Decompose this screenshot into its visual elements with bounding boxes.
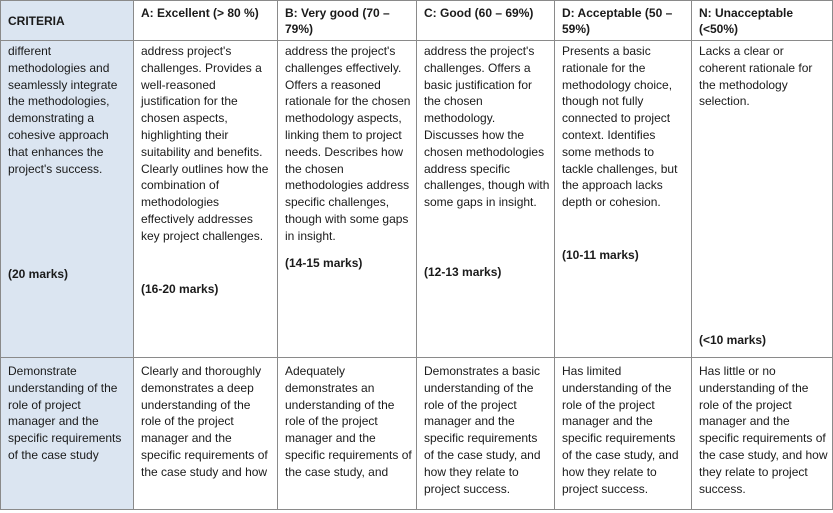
grade-d-marks: (10-11 marks)	[562, 248, 639, 262]
criteria-cell: Demonstrate understanding of the role of project manager and the specific requirements of the case study	[1, 358, 134, 510]
grade-a-cell	[134, 41, 278, 358]
grade-n-marks: (<10 marks)	[699, 333, 767, 347]
grade-c-description: address the project's challenges. Offers a basic justification for the chosen methodology. Discusses how the chosen methodologies address specific challenges, though with some gaps in insight.	[424, 44, 550, 210]
header-grade-b: B: Very good (70 – 79%)	[278, 1, 417, 41]
grade-d-cell: Has limited understanding of the role of the project manager and the specific requirements of the case study, and how they relate to project success.	[555, 358, 692, 510]
grade-n-cell	[692, 41, 833, 358]
criteria-cell	[1, 41, 134, 358]
grade-d-cell	[555, 41, 692, 358]
grade-n-description: Lacks a clear or coherent rationale for the methodology selection.	[699, 44, 813, 109]
header-grade-n: N: Unacceptable (<50%)	[692, 1, 833, 41]
header-criteria: CRITERIA	[1, 1, 134, 41]
grade-b-cell	[278, 41, 417, 358]
grade-b-cell: Adequately demonstrates an understanding of the role of the project manager and the specific requirements of the case study, and	[278, 358, 417, 510]
criteria-row-project-manager	[1, 358, 833, 510]
grade-b-marks: (14-15 marks)	[285, 256, 363, 270]
header-row	[1, 1, 833, 41]
grade-c-marks: (12-13 marks)	[424, 265, 502, 279]
grade-b-description: address the project's challenges effectively. Offers a reasoned rationale for the chosen methodology aspects, linking them to project needs. Describes how the chosen methodologies address specific challenges, though with some gaps in insight.	[285, 44, 411, 243]
header-grade-a: A: Excellent (> 80 %)	[134, 1, 278, 41]
criteria-description: different methodologies and seamlessly integrate the methodologies, demonstrating a cohesive approach that enhances the project's success.	[8, 44, 118, 176]
grade-a-marks: (16-20 marks)	[141, 282, 219, 296]
grade-c-cell: Demonstrates a basic understanding of the role of the project manager and the specific requirements of the case study, and how they relate to project success.	[417, 358, 555, 510]
grade-a-description: address project's challenges. Provides a well-reasoned justification for the chosen aspects, highlighting their suitability and benefits. Clearly outlines how the combination of methodologies effectively addresses key project challenges.	[141, 44, 269, 243]
header-grade-c: C: Good (60 – 69%)	[417, 1, 555, 41]
criteria-row-methodology	[1, 41, 833, 358]
grade-d-description: Presents a basic rationale for the methodology choice, though not fully connected to project context. Identifies some methods to tackle challenges, but the approach lacks depth or cohesion.	[562, 44, 678, 210]
criteria-marks: (20 marks)	[8, 267, 69, 281]
grade-n-cell: Has little or no understanding of the role of the project manager and the specific requirements of the case study, and how they relate to project success.	[692, 358, 833, 510]
header-grade-d: D: Acceptable (50 – 59%)	[555, 1, 692, 41]
grade-a-cell: Clearly and thoroughly demonstrates a deep understanding of the role of the project manager and the specific requirements of the case study and how	[134, 358, 278, 510]
grade-c-cell	[417, 41, 555, 358]
